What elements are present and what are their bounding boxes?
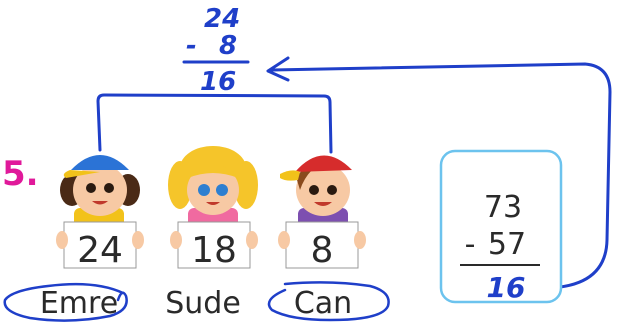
child-can-hand-left <box>278 231 290 249</box>
child-emre-eye-right <box>104 183 114 193</box>
child-emre-number: 24 <box>77 230 123 271</box>
child-sude-figure <box>168 146 258 228</box>
child-emre-card <box>56 222 144 271</box>
box-minuend: 73 <box>483 190 523 225</box>
child-can-eye-left <box>309 185 319 195</box>
child-can-figure <box>280 155 352 228</box>
child-sude <box>165 146 258 321</box>
child-emre-hand-left <box>56 231 68 249</box>
child-can <box>278 155 366 321</box>
connector-bracket <box>98 95 331 152</box>
child-sude-number: 18 <box>191 230 237 271</box>
box-result: 16 <box>486 271 526 304</box>
boxed-subtraction <box>441 151 561 304</box>
child-sude-eye-left <box>198 184 210 196</box>
child-emre-eye-left <box>86 183 96 193</box>
child-emre-hand-right <box>132 231 144 249</box>
question-number: 5. <box>2 154 39 194</box>
handwritten-subtrahend: 8 <box>219 31 238 61</box>
handwritten-result: 16 <box>200 67 237 97</box>
box-operator: - <box>464 227 476 262</box>
child-emre-cap <box>71 155 129 170</box>
child-sude-card <box>170 222 258 271</box>
child-sude-eye-right <box>216 184 228 196</box>
child-can-cap-brim <box>280 170 300 180</box>
child-can-name: Can <box>293 286 353 321</box>
handwritten-subtraction <box>184 4 248 97</box>
handwritten-minuend: 24 <box>204 4 241 34</box>
child-can-card <box>278 222 366 271</box>
child-sude-name: Sude <box>165 286 241 321</box>
child-emre <box>40 155 144 321</box>
child-can-hand-right <box>354 231 366 249</box>
child-can-number: 8 <box>310 230 334 271</box>
box-subtrahend: 57 <box>487 227 527 262</box>
handwritten-operator: - <box>186 31 197 61</box>
child-sude-hand-right <box>246 231 258 249</box>
child-emre-figure <box>60 155 140 228</box>
child-can-cap <box>295 155 352 172</box>
child-sude-hand-left <box>170 231 182 249</box>
child-can-eye-right <box>327 185 337 195</box>
child-emre-name: Emre <box>39 286 119 321</box>
